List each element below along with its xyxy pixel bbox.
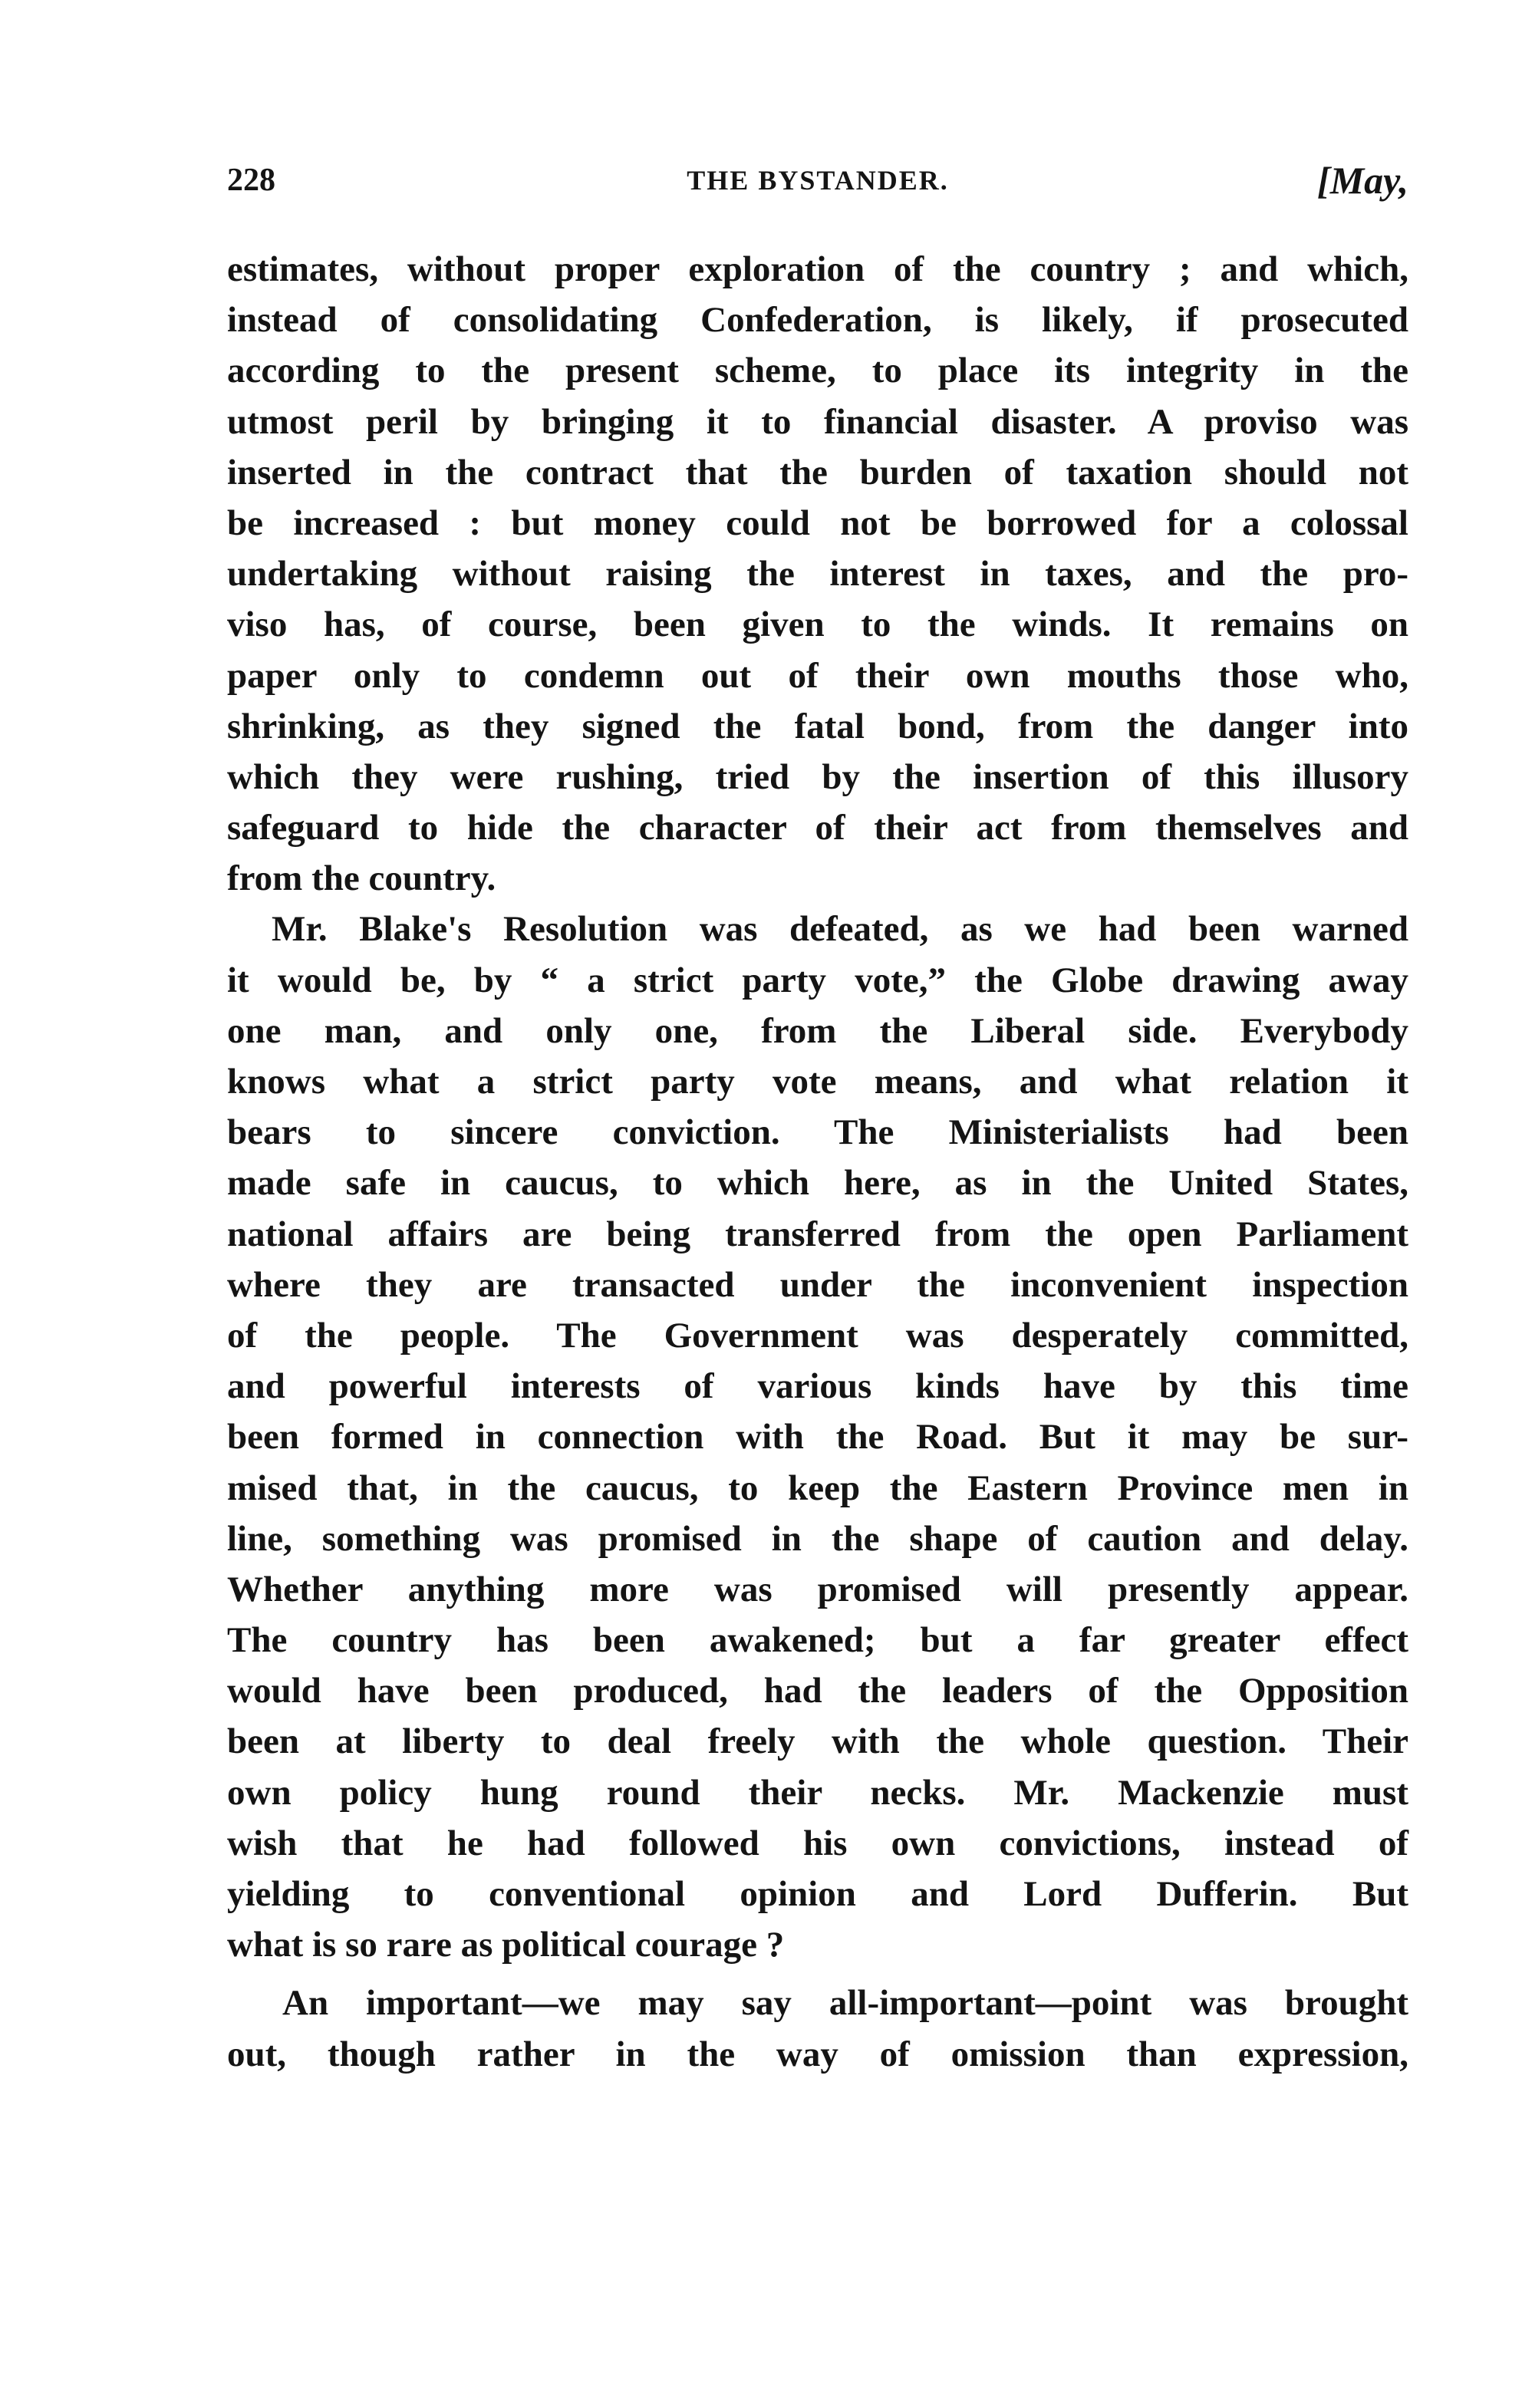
text-line: wish that he had followed his own convictions, instead of <box>227 1823 1408 1863</box>
text-line: where they are transacted under the inconvenient inspection <box>227 1264 1408 1305</box>
text-line: be increased : but money could not be borrowed for a colossal <box>227 502 1408 543</box>
text-line: The country has been awakened; but a far greater effect <box>227 1620 1408 1661</box>
text-line: line, something was promised in the shape of caution and delay. <box>227 1518 1408 1559</box>
text-line: undertaking without raising the interest in taxes, and the pro- <box>227 554 1408 595</box>
text-line: own policy hung round their necks. Mr. Mackenzie must <box>227 1772 1408 1813</box>
page-number: 228 <box>227 163 275 198</box>
text-line: paper only to condemn out of their own mouths those who, <box>227 655 1408 696</box>
text-line: and powerful interests of various kinds have by this time <box>227 1366 1408 1407</box>
text-line: been formed in connection with the Road. But it may be sur- <box>227 1417 1408 1458</box>
text-line: estimates, without proper exploration of the country ; and which, <box>227 249 1408 289</box>
text-line: inserted in the contract that the burden of taxation should not <box>227 452 1408 492</box>
text-line: knows what a strict party vote means, and what relation it <box>227 1062 1408 1102</box>
running-head <box>227 153 1408 207</box>
text-line: would have been produced, had the leaders of the Opposition <box>227 1671 1408 1711</box>
text-line: it would be, by “ a strict party vote,” the Globe drawing away <box>227 960 1408 1000</box>
running-title: THE BYSTANDER. <box>687 165 949 196</box>
paragraph-first-line: Mr. Blake's Resolution was defeated, as we had been warned <box>272 909 1408 950</box>
text-line: out, though rather in the way of omission than expression, <box>227 2034 1408 2074</box>
text-line: utmost peril by bringing it to financial disaster. A proviso was <box>227 401 1408 442</box>
text-line: one man, and only one, from the Liberal side. Everybody <box>227 1010 1408 1051</box>
text-line: been at liberty to deal freely with the whole question. Their <box>227 1721 1408 1762</box>
text-line: made safe in caucus, to which here, as in the United States, <box>227 1163 1408 1204</box>
text-line: safeguard to hide the character of their act from themselves and <box>227 808 1408 848</box>
running-month: [May, <box>1317 159 1408 202</box>
paragraph-end-line: what is so rare as political courage ? <box>227 1925 785 1965</box>
text-line: shrinking, as they signed the fatal bond, from the danger into <box>227 706 1408 746</box>
text-line: national affairs are being transferred from the open Parliament <box>227 1214 1408 1254</box>
text-line: instead of consolidating Confederation, is likely, if prosecuted <box>227 300 1408 341</box>
text-line: of the people. The Government was desperately committed, <box>227 1315 1408 1356</box>
text-line: Whether anything more was promised will presently appear. <box>227 1569 1408 1609</box>
text-line: according to the present scheme, to place its integrity in the <box>227 351 1408 391</box>
text-line: yielding to conventional opinion and Lord Dufferin. But <box>227 1874 1408 1914</box>
body-text <box>227 244 1408 2080</box>
paragraph-end-line: from the country. <box>227 858 496 899</box>
text-line: viso has, of course, been given to the winds. It remains on <box>227 604 1408 645</box>
text-line: mised that, in the caucus, to keep the Eastern Province men in <box>227 1468 1408 1508</box>
text-line: bears to sincere conviction. The Ministerialists had been <box>227 1112 1408 1153</box>
text-line: which they were rushing, tried by the insertion of this illusory <box>227 756 1408 797</box>
paragraph-first-line: An important—we may say all-important—point was brought <box>282 1983 1408 2024</box>
